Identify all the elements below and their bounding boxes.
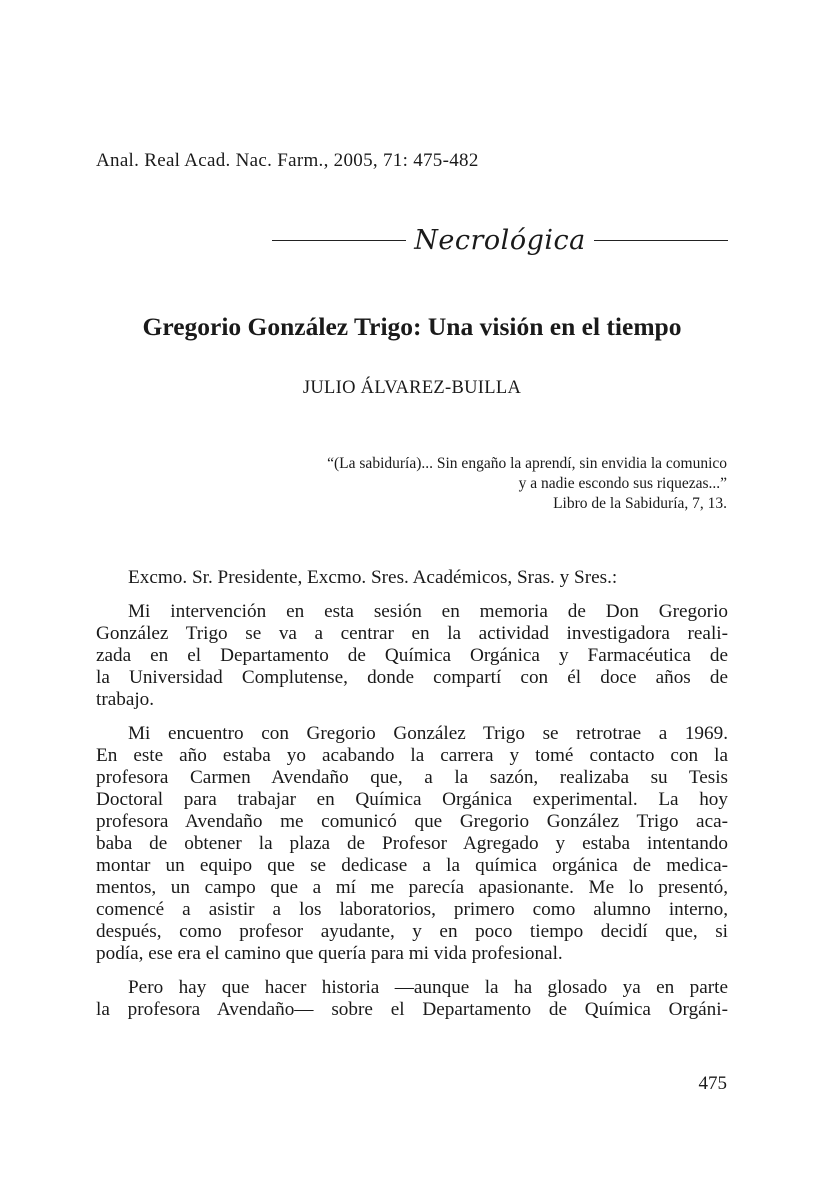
paragraph xyxy=(96,601,728,711)
text-line: montar un equipo que se dedicase a la química orgánica de medica- xyxy=(96,855,728,876)
text-line: González Trigo se va a centrar en la actividad investigadora reali- xyxy=(96,623,728,644)
epigraph xyxy=(327,454,727,514)
text-line: zada en el Departamento de Química Orgánica y Farmacéutica de xyxy=(96,645,728,666)
text-line: Mi encuentro con Gregorio González Trigo se retrotrae a 1969. xyxy=(128,723,728,744)
text-line: después, como profesor ayudante, y en poco tiempo decidí que, si xyxy=(96,921,728,942)
page-number: 475 xyxy=(698,1073,727,1094)
epigraph-line: y a nadie escondo sus riquezas...” xyxy=(518,475,727,492)
text-line: podía, ese era el camino que quería para mi vida profesional. xyxy=(96,943,563,964)
epigraph-source: Libro de la Sabiduría, 7, 13. xyxy=(553,495,727,512)
section-heading xyxy=(272,222,728,258)
text-line: Excmo. Sr. Presidente, Excmo. Sres. Académicos, Sras. y Sres.: xyxy=(128,567,618,588)
article-title: Gregorio González Trigo: Una visión en el tiempo xyxy=(142,312,682,341)
text-line: Pero hay que hacer historia —aunque la ha glosado ya en parte xyxy=(128,977,728,998)
text-line: la profesora Avendaño— sobre el Departamento de Química Orgáni- xyxy=(96,999,728,1020)
article-author: JULIO ÁLVAREZ-BUILLA xyxy=(302,378,522,398)
journal-citation: Anal. Real Acad. Nac. Farm., 2005, 71: 475-482 xyxy=(96,150,479,171)
text-line: la Universidad Complutense, donde compartí con él doce años de xyxy=(96,667,728,688)
rule-left xyxy=(272,240,406,241)
rule-right xyxy=(594,240,728,241)
section-label: Necrológica xyxy=(414,224,586,256)
text-line: mentos, un campo que a mí me parecía apasionante. Me lo presentó, xyxy=(96,877,728,898)
text-line: Mi intervención en esta sesión en memoria de Don Gregorio xyxy=(128,601,728,622)
text-line: En este año estaba yo acabando la carrera y tomé contacto con la xyxy=(96,745,728,766)
text-line: trabajo. xyxy=(96,689,155,710)
text-line: comencé a asistir a los laboratorios, primero como alumno interno, xyxy=(96,899,728,920)
text-line: profesora Avendaño me comunicó que Gregorio González Trigo aca- xyxy=(96,811,728,832)
epigraph-line: “(La sabiduría)... Sin engaño la aprendí, sin envidia la comunico xyxy=(327,455,727,472)
text-line: Doctoral para trabajar en Química Orgánica experimental. La hoy xyxy=(96,789,728,810)
paragraph xyxy=(96,977,728,1021)
paragraph xyxy=(96,723,728,965)
text-line: profesora Carmen Avendaño que, a la sazón, realizaba su Tesis xyxy=(96,767,728,788)
paragraph-salutation xyxy=(96,567,728,589)
article-body xyxy=(96,567,728,1033)
text-line: baba de obtener la plaza de Profesor Agregado y estaba intentando xyxy=(96,833,728,854)
